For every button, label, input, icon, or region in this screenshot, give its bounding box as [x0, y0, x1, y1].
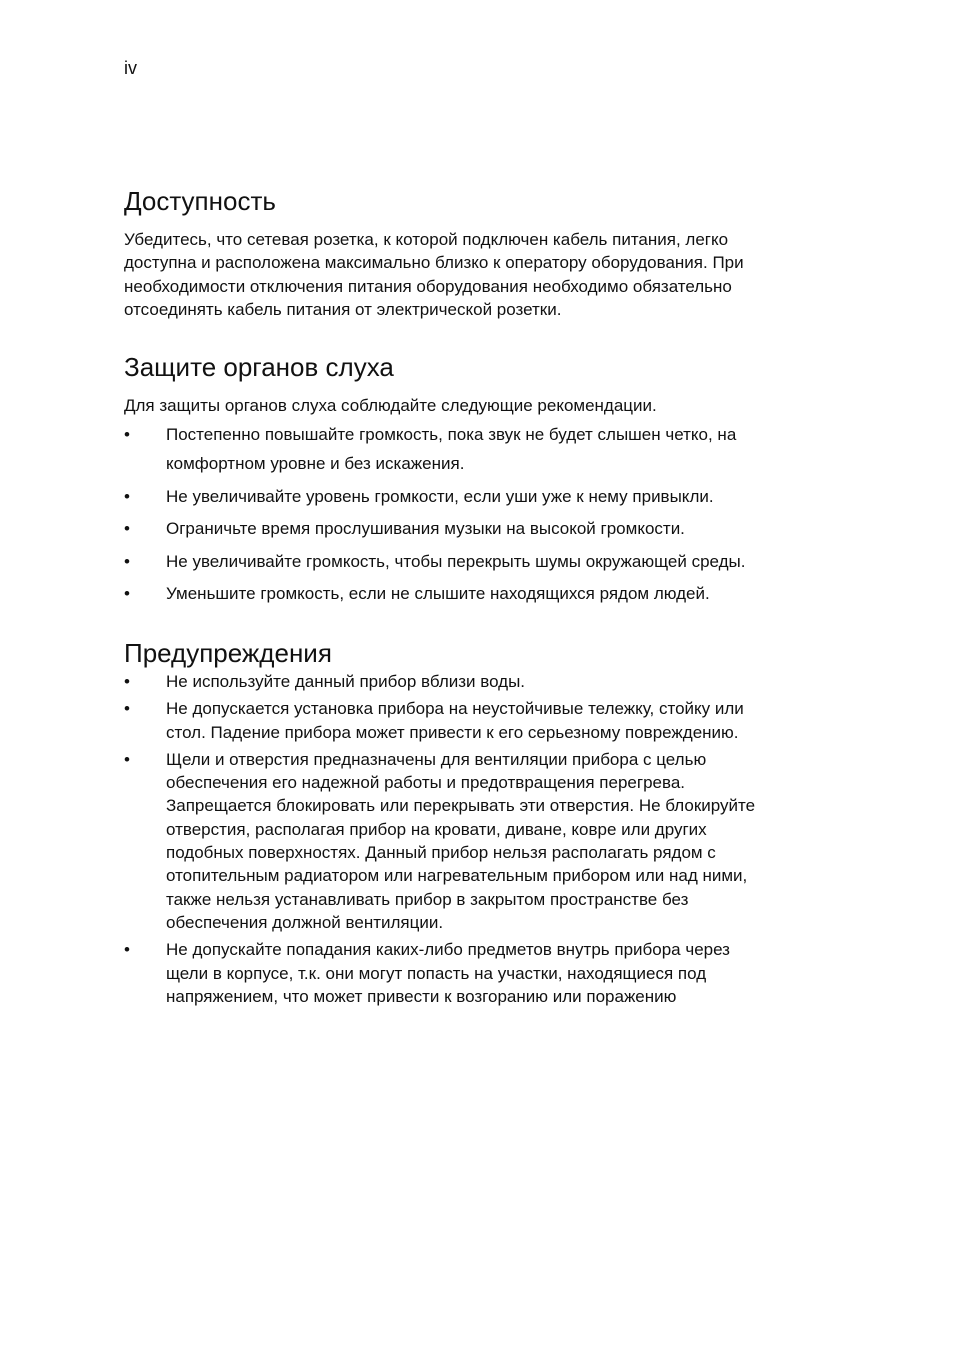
list-item-line: щели в корпусе, т.к. они могут попасть на участки, находящиеся под: [166, 963, 707, 983]
bullet-icon: •: [124, 486, 130, 506]
warnings-list: [124, 670, 814, 1008]
section-heading: Защите органов слуха: [124, 352, 394, 382]
bullet-icon: •: [124, 519, 130, 539]
list-item-line: Запрещается блокировать или перекрывать эти отверстия. Не блокируйте: [166, 796, 756, 816]
list-item: [124, 938, 814, 1008]
list-item: [124, 748, 814, 934]
section-warnings: [124, 638, 814, 1012]
paragraph-line: Убедитесь, что сетевая розетка, к которой подключен кабель питания, легко: [124, 230, 729, 249]
accessibility-paragraph: [124, 228, 814, 321]
bullet-icon: •: [124, 699, 130, 719]
list-item-line: Не используйте данный прибор вблизи воды.: [166, 672, 526, 691]
list-item-line: Не допускается установка прибора на неустойчивые тележку, стойку или: [166, 699, 744, 719]
list-item: [124, 547, 814, 576]
bullet-icon: •: [124, 672, 130, 691]
paragraph-line: отсоединять кабель питания от электрической розетки.: [124, 299, 562, 319]
list-item-line: Уменьшите громкость, если не слышите находящихся рядом людей.: [166, 584, 710, 604]
list-item-line: напряжением, что может привести к возгоранию или поражению: [166, 986, 677, 1006]
list-item-line: Не допускайте попадания каких-либо предметов внутрь прибора через: [166, 940, 730, 960]
list-item-line: Не увеличивайте уровень громкости, если уши уже к нему привыкли.: [166, 486, 714, 506]
list-item-line: Постепенно повышайте громкость, пока звук не будет слышен четко, на: [166, 425, 737, 445]
page-number: iv: [124, 58, 137, 78]
list-item-line: подобных поверхностях. Данный прибор нельзя располагать рядом с: [166, 843, 716, 863]
list-item: [124, 514, 814, 543]
list-item: [124, 579, 814, 608]
list-item-line: комфортном уровне и без искажения.: [166, 454, 465, 474]
list-item-line: Не увеличивайте громкость, чтобы перекрыть шумы окружающей среды.: [166, 551, 746, 571]
list-item-line: обеспечения его надежной работы и предотвращения перегрева.: [166, 773, 685, 793]
hearing-intro: Для защиты органов слуха соблюдайте следующие рекомендации.: [124, 396, 657, 415]
section-heading: Предупреждения: [124, 638, 332, 668]
section-accessibility: [124, 186, 814, 321]
list-item-line: обеспечения должной вентиляции.: [166, 912, 444, 932]
bullet-icon: •: [124, 749, 130, 769]
section-heading: Доступность: [124, 186, 276, 216]
bullet-icon: •: [124, 584, 130, 604]
list-item-line: отверстия, располагая прибор на кровати, диване, ковре или других: [166, 819, 707, 839]
list-item: [124, 482, 814, 511]
list-item: [124, 420, 814, 478]
list-item-line: отопительным радиатором или нагревательным прибором или над ними,: [166, 866, 748, 886]
list-item-line: Щели и отверстия предназначены для вентиляции прибора с целью: [166, 749, 707, 769]
bullet-icon: •: [124, 425, 130, 445]
paragraph-line: необходимости отключения питания оборудования необходимо обязательно: [124, 276, 732, 296]
section-hearing-protection: [124, 352, 814, 612]
list-item: [124, 670, 814, 693]
hearing-list: [124, 420, 814, 608]
list-item-line: Ограничьте время прослушивания музыки на высокой громкости.: [166, 519, 685, 539]
list-item-line: стол. Падение прибора может привести к его серьезному повреждению.: [166, 722, 739, 742]
list-item-line: также нельзя устанавливать прибор в закрытом пространстве без: [166, 889, 689, 909]
paragraph-line: доступна и расположена максимально близко к оператору оборудования. При: [124, 253, 744, 273]
bullet-icon: •: [124, 551, 130, 571]
bullet-icon: •: [124, 940, 130, 960]
list-item: [124, 697, 814, 744]
